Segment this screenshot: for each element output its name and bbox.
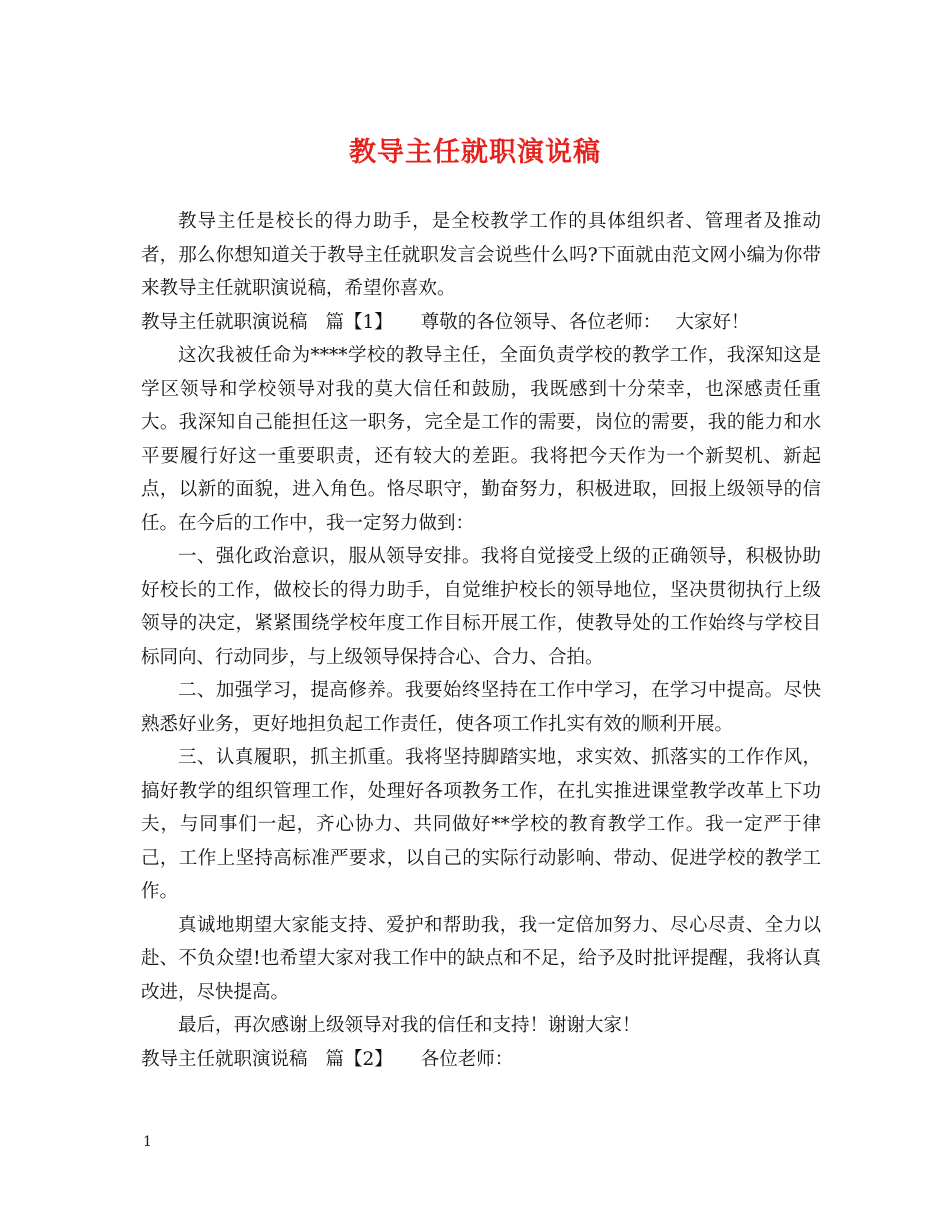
body-paragraph: 三、认真履职，抓主抓重。我将坚持脚踏实地，求实效、抓落实的工作作风，搞好教学的组织管理工作，处理好各项教务工作，在扎实推进课堂教学改革上下功夫，与同事们一起，齐心协力、共同做好**学校的教育教学工作。我一定严于律己，工作上坚持高标准严要求，以自己的实际行动影响、带动、促进学校的教学工作。 [141, 747, 821, 902]
document-body [141, 205, 821, 1076]
page-number: 1 [143, 1134, 152, 1150]
section-1-heading-line [141, 306, 821, 340]
section-1-greeting: 尊敬的各位领导、各位老师： [420, 311, 662, 333]
section-2-greeting: 各位老师： [420, 1048, 514, 1070]
document-title: 教导主任就职演说稿 [349, 137, 601, 168]
closing-paragraph: 最后，再次感谢上级领导对我的信任和支持！谢谢大家！ [178, 1015, 641, 1036]
section-1-heading: 教导主任就职演说稿 [141, 311, 308, 333]
body-paragraph: 一、强化政治意识，服从领导安排。我将自觉接受上级的正确领导，积极协助好校长的工作，做校长的得力助手，自觉维护校长的领导地位，坚决贯彻执行上级领导的决定，紧紧围绕学校年度工作目标开展工作，使教导处的工作始终与学校目标同向、行动同步，与上级领导保持合心、合力、合拍。 [141, 546, 821, 668]
section-1-hello: 大家好！ [675, 311, 750, 333]
section-1-label: 篇【1】 [325, 311, 393, 333]
body-paragraph: 这次我被任命为****学校的教导主任，全面负责学校的教学工作，我深知这是学区领导和学校领导对我的莫大信任和鼓励，我既感到十分荣幸，也深感责任重大。我深知自己能担任这一职务，完全是工作的需要，岗位的需要，我的能力和水平要履行好这一重要职责，还有较大的差距。我将把今天作为一个新契机、新起点，以新的面貌，进入角色。恪尽职守，勤奋努力，积极进取，回报上级领导的信任。在今后的工作中，我一定努力做到： [141, 345, 821, 534]
intro-paragraph: 教导主任是校长的得力助手，是全校教学工作的具体组织者、管理者及推动者，那么你想知道关于教导主任就职发言会说些什么吗?下面就由范文网小编为你带来教导主任就职演说稿，希望你喜欢。 [141, 211, 821, 299]
body-paragraph: 真诚地期望大家能支持、爱护和帮助我，我一定倍加努力、尽心尽责、全力以赴、不负众望!也希望大家对我工作中的缺点和不足，给予及时批评提醒，我将认真改进，尽快提高。 [141, 914, 821, 1003]
section-2-heading: 教导主任就职演说稿 [141, 1048, 308, 1070]
body-paragraph: 二、加强学习，提高修养。我要始终坚持在工作中学习，在学习中提高。尽快熟悉好业务，更好地担负起工作责任，使各项工作扎实有效的顺利开展。 [141, 680, 821, 735]
section-2-label: 篇【2】 [325, 1048, 393, 1070]
section-2-heading-line [141, 1043, 821, 1077]
